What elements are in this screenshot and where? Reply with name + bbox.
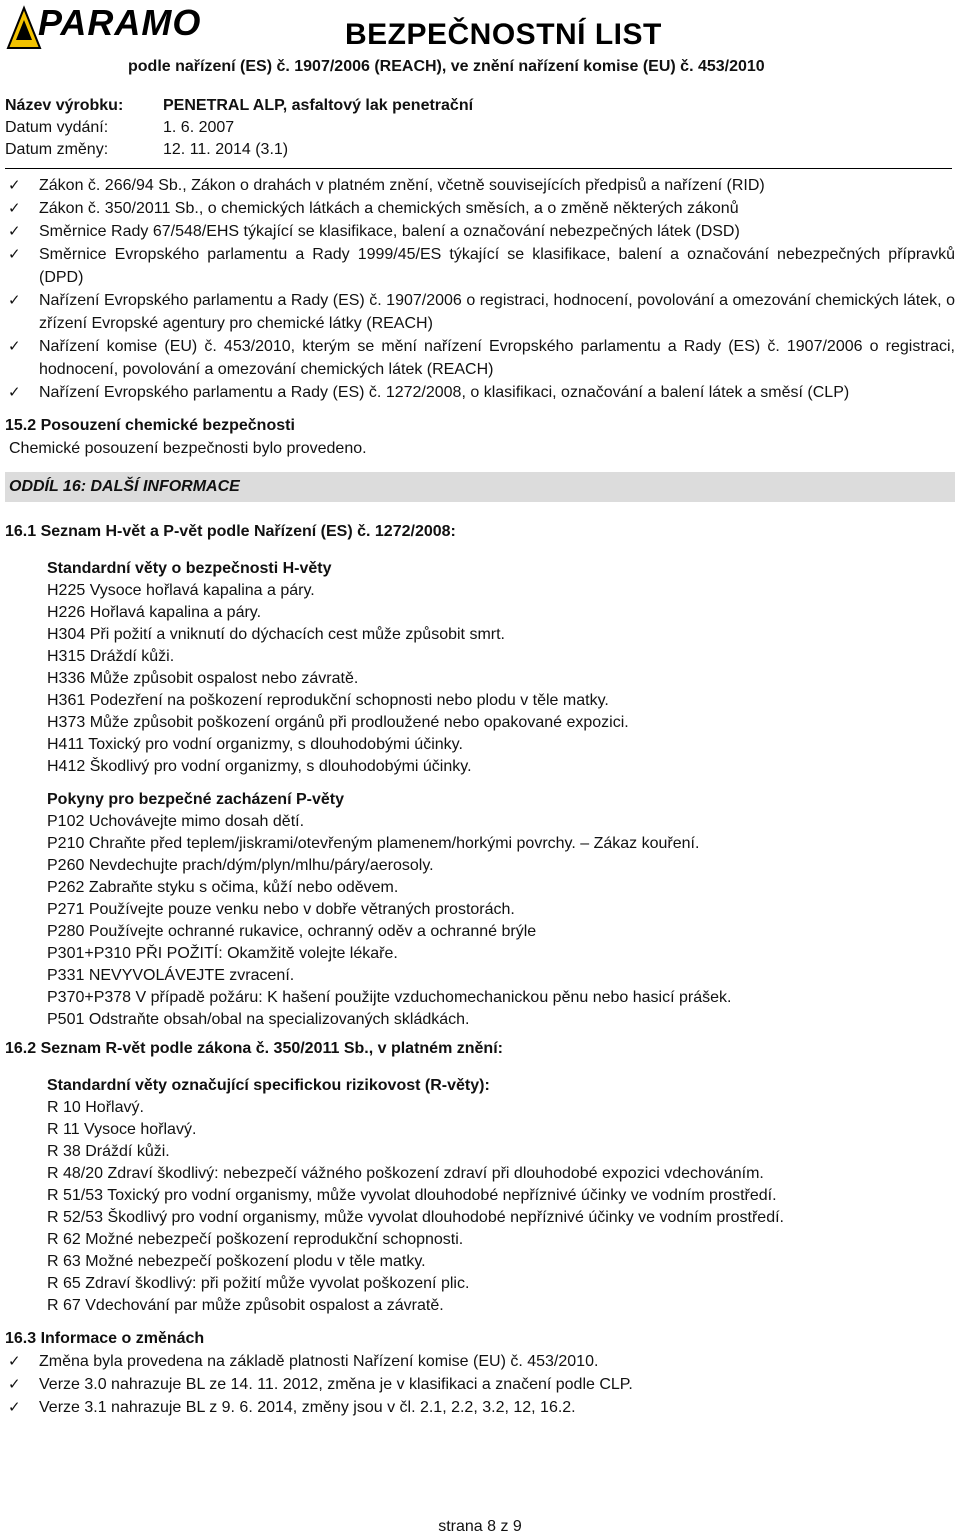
p-phrase: P331 NEVYVOLÁVEJTE zvracení. [47, 967, 295, 984]
r-phrase: R 62 Možné nebezpečí poškození reprodukční schopnosti. [47, 1231, 464, 1248]
issued-label: Datum vydání: [5, 119, 109, 136]
r-phrase: R 63 Možné nebezpečí poškození plodu v těle matky. [47, 1253, 426, 1270]
product-value: PENETRAL ALP, asfaltový lak penetrační [163, 97, 474, 114]
h-phrase: H336 Může způsobit ospalost nebo závratě. [47, 670, 359, 687]
section-15-2-heading: 15.2 Posouzení chemické bezpečnosti [5, 417, 295, 434]
h-phrase: H411 Toxický pro vodní organizmy, s dlouhodobými účinky. [47, 736, 463, 753]
checkmark-icon: ✓ [8, 199, 21, 217]
p-phrases-title: Pokyny pro bezpečné zacházení P-věty [47, 791, 344, 808]
checkmark-icon: ✓ [8, 1398, 21, 1416]
checkmark-icon: ✓ [8, 1352, 21, 1370]
h-phrase: H315 Dráždí kůži. [47, 648, 175, 665]
product-name-row [5, 95, 473, 117]
legislation-item-text: Směrnice Rady 67/548/EHS týkající se klasifikace, balení a označování nebezpečných látek (DSD) [39, 223, 740, 240]
paramo-logo [4, 2, 204, 50]
checkmark-icon: ✓ [8, 383, 21, 401]
product-label: Název výrobku: [5, 97, 124, 114]
r-phrase: R 65 Zdraví škodlivý: při požití může vyvolat poškození plic. [47, 1275, 470, 1292]
r-phrase: R 38 Dráždí kůži. [47, 1143, 170, 1160]
document-subtitle: podle nařízení (ES) č. 1907/2006 (REACH), ve znění nařízení komise (EU) č. 453/2010 [128, 58, 765, 75]
logo-text: PARAMO [38, 2, 202, 43]
change-item-text: Verze 3.1 nahrazuje BL z 9. 6. 2014, změny jsou v čl. 2.1, 2.2, 3.2, 12, 16.2. [39, 1399, 576, 1416]
section-16-band: ODDÍL 16: DALŠÍ INFORMACE [5, 472, 955, 502]
p-phrase: P501 Odstraňte obsah/obal na specializovaných skládkách. [47, 1011, 470, 1028]
section-15-2-text: Chemické posouzení bezpečnosti bylo provedeno. [9, 440, 367, 457]
legislation-item [5, 335, 955, 381]
document-body [5, 174, 955, 1419]
section-16-2-heading: 16.2 Seznam R-vět podle zákona č. 350/2011 Sb., v platném znění: [5, 1040, 503, 1057]
h-phrase: H412 Škodlivý pro vodní organizmy, s dlouhodobými účinky. [47, 758, 472, 775]
p-phrase: P210 Chraňte před teplem/jiskrami/otevřeným plamenem/horkými povrchy. – Zákaz kouření. [47, 835, 700, 852]
legislation-item [5, 381, 955, 404]
r-phrases-list [47, 1097, 955, 1317]
h-phrase: H304 Při požití a vniknutí do dýchacích cest může způsobit smrt. [47, 626, 505, 643]
p-phrase: P301+P310 PŘI POŽITÍ: Okamžitě volejte lékaře. [47, 945, 398, 962]
checkmark-icon: ✓ [8, 245, 21, 263]
changed-row [5, 139, 473, 161]
legislation-list [5, 174, 955, 404]
document-title: BEZPEČNOSTNÍ LIST [345, 18, 662, 51]
r-phrase: R 48/20 Zdraví škodlivý: nebezpečí vážného poškození zdraví při dlouhodobé expozici vdechováním. [47, 1165, 764, 1182]
checkmark-icon: ✓ [8, 1375, 21, 1393]
changed-label: Datum změny: [5, 141, 109, 158]
header-divider [5, 168, 952, 169]
legislation-item [5, 289, 955, 335]
h-phrases-block [5, 557, 955, 1031]
legislation-item-text: Zákon č. 266/94 Sb., Zákon o drahách v platném znění, včetně souvisejících předpisů a nařízení (RID) [39, 177, 765, 194]
change-item [5, 1350, 955, 1373]
checkmark-icon: ✓ [8, 222, 21, 240]
legislation-item-text: Zákon č. 350/2011 Sb., o chemických látkách a chemických směsích, a o změně některých zákonů [39, 200, 739, 217]
checkmark-icon: ✓ [8, 176, 21, 194]
r-phrase: R 51/53 Toxický pro vodní organismy, může vyvolat dlouhodobé nepříznivé účinky ve vodním prostředí. [47, 1187, 777, 1204]
h-phrases-list [47, 580, 955, 778]
changed-value: 12. 11. 2014 (3.1) [163, 141, 289, 158]
legislation-item [5, 197, 955, 220]
legislation-item [5, 243, 955, 289]
p-phrase: P262 Zabraňte styku s očima, kůží nebo oděvem. [47, 879, 399, 896]
section-16-3-heading: 16.3 Informace o změnách [5, 1330, 205, 1347]
change-item [5, 1373, 955, 1396]
h-phrase: H226 Hořlavá kapalina a páry. [47, 604, 262, 621]
h-phrase: H361 Podezření na poškození reprodukční schopnosti nebo plodu v těle matky. [47, 692, 609, 709]
p-phrase: P370+P378 V případě požáru: K hašení použijte vzduchomechanickou pěnu nebo hasicí prášek. [47, 989, 732, 1006]
r-phrases-title: Standardní věty označující specifickou rizikovost (R-věty): [47, 1077, 490, 1094]
r-phrase: R 67 Vdechování par může způsobit ospalost a závratě. [47, 1297, 444, 1314]
p-phrases-list [47, 811, 955, 1031]
p-phrase: P271 Používejte pouze venku nebo v dobře větraných prostorách. [47, 901, 515, 918]
issued-row [5, 117, 473, 139]
legislation-item [5, 174, 955, 197]
p-phrase: P260 Nevdechujte prach/dým/plyn/mlhu/páry/aerosoly. [47, 857, 434, 874]
h-phrases-title: Standardní věty o bezpečnosti H-věty [47, 560, 332, 577]
page-number: strana 8 z 9 [438, 1518, 522, 1535]
r-phrase: R 52/53 Škodlivý pro vodní organismy, může vyvolat dlouhodobé nepříznivé účinky ve vodním prostředí. [47, 1209, 784, 1226]
changes-list [5, 1350, 955, 1419]
r-phrase: R 10 Hořlavý. [47, 1099, 144, 1116]
r-phrases-block [5, 1074, 955, 1317]
legislation-item-text: Směrnice Evropského parlamentu a Rady 1999/45/ES týkající se klasifikace, balení a označování nebezpečných přípravků (DPD) [39, 246, 955, 286]
r-phrase: R 11 Vysoce hořlavý. [47, 1121, 197, 1138]
checkmark-icon: ✓ [8, 291, 21, 309]
change-item-text: Verze 3.0 nahrazuje BL ze 14. 11. 2012, změna je v klasifikaci a značení podle CLP. [39, 1376, 633, 1393]
h-phrase: H373 Může způsobit poškození orgánů při prodloužené nebo opakované expozici. [47, 714, 629, 731]
section-16-1-heading: 16.1 Seznam H-vět a P-vět podle Nařízení (ES) č. 1272/2008: [5, 523, 456, 540]
legislation-item-text: Nařízení Evropského parlamentu a Rady (ES) č. 1907/2006 o registraci, hodnocení, povolování a omezování chemických látek, o zřízení Evropské agentury pro chemické látky (REACH) [39, 292, 955, 332]
legislation-item [5, 220, 955, 243]
checkmark-icon: ✓ [8, 337, 21, 355]
h-phrase: H225 Vysoce hořlavá kapalina a páry. [47, 582, 315, 599]
legislation-item-text: Nařízení Evropského parlamentu a Rady (ES) č. 1272/2008, o klasifikaci, označování a balení látek a směsí (CLP) [39, 384, 850, 401]
issued-value: 1. 6. 2007 [163, 119, 235, 136]
change-item [5, 1396, 955, 1419]
p-phrase: P280 Používejte ochranné rukavice, ochranný oděv a ochranné brýle [47, 923, 537, 940]
legislation-item-text: Nařízení komise (EU) č. 453/2010, kterým se mění nařízení Evropského parlamentu a Rady (ES) č. 1907/2006 o registraci, hodnocení, povolování a omezování chemických látek (REACH) [39, 338, 955, 378]
document-header [0, 0, 960, 170]
change-item-text: Změna byla provedena na základě platnosti Nařízení komise (EU) č. 453/2010. [39, 1353, 599, 1370]
p-phrase: P102 Uchovávejte mimo dosah dětí. [47, 813, 305, 830]
product-meta [5, 95, 473, 161]
